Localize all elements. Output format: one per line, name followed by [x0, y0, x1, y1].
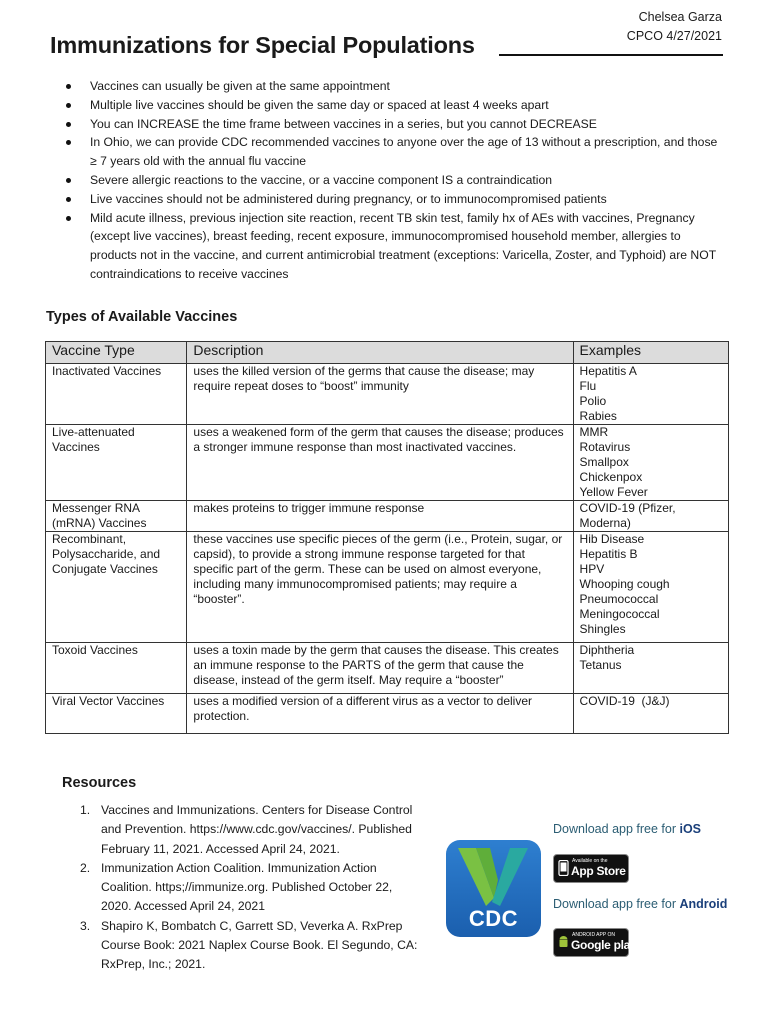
header-vaccine-type: Vaccine Type — [46, 342, 187, 364]
bullet-dot-icon — [66, 197, 71, 202]
google-play-badge[interactable]: ANDROID APP ON Google play — [553, 928, 629, 957]
table-row — [46, 694, 729, 734]
cell-description: uses a modified version of a different virus as a vector to deliver protection. — [187, 694, 573, 734]
bullet-item: Live vaccines should not be administered during pregnancy, or to immunocompromised patients — [66, 190, 726, 209]
title-rule — [499, 54, 723, 56]
app-store-badge[interactable]: Available on the App Store — [553, 854, 629, 883]
bullet-dot-icon — [66, 103, 71, 108]
cell-type: Viral Vector Vaccines — [46, 694, 187, 734]
list-item: 1. Vaccines and Immunizations. Centers for Disease Control and Prevention. https://www.cdc.gov/vaccines/. Published February 11, 2021. Accessed April 24, 2021. — [80, 803, 413, 856]
cell-type: Inactivated Vaccines — [46, 364, 187, 425]
cell-description: uses a weakened form of the germ that causes the disease; produces a stronger immune response than most inactivated vaccines. — [187, 425, 573, 501]
table-header-row — [46, 342, 729, 364]
bullet-dot-icon — [66, 178, 71, 183]
table-row — [46, 501, 729, 532]
resources-list — [80, 801, 425, 975]
bullet-item: In Ohio, we can provide CDC recommended vaccines to anyone over the age of 13 without a prescription, and those ≥ 7 years old with the annual flu vaccine — [66, 133, 726, 171]
ios-download-text[interactable]: Download app free for iOS — [553, 822, 702, 836]
cell-type: Toxoid Vaccines — [46, 643, 187, 694]
resources-heading: Resources — [62, 775, 137, 791]
table-row — [46, 643, 729, 694]
header-description: Description — [187, 342, 573, 364]
list-item: 3. Shapiro K, Bombatch C, Garrett SD, Veverka A. RxPrep Course Book: 2021 Naplex Course Book. El Segundo, CA: RxPrep, Inc.; 2021. — [80, 918, 418, 972]
cell-description: makes proteins to trigger immune response — [187, 501, 573, 532]
course-date: CPCO 4/27/2021 — [626, 29, 722, 43]
cell-description: uses a toxin made by the germ that causes the disease. This creates an immune response to the PARTS of the germ that cause the disease, instead of the germ itself. May require a “booster” — [187, 643, 573, 694]
key-points-list — [66, 77, 726, 284]
bullet-item: Mild acute illness, previous injection site reaction, recent TB skin test, family hx of AEs with vaccines, Pregnancy (except live vaccines), breast feeding, recent exposure, immunocompromised household member, allergies to products not in the vaccine, and current antimicrobial treatment (exceptions: Varicella, Zoster, and Typhoid) are NOT contraindications to receive vaccines — [66, 209, 726, 284]
android-download-text[interactable]: Download app free for Android — [553, 897, 728, 911]
table-row — [46, 364, 729, 425]
cell-type: Messenger RNA (mRNA) Vaccines — [46, 501, 187, 532]
bullet-dot-icon — [66, 140, 71, 145]
bullet-dot-icon — [66, 122, 71, 127]
cdc-app-logo[interactable] — [446, 840, 541, 937]
bullet-item: Multiple live vaccines should be given the same day or spaced at least 4 weeks apart — [66, 96, 726, 115]
bullet-dot-icon — [66, 84, 71, 89]
table-row — [46, 425, 729, 501]
cell-examples: COVID-19 (J&J) — [573, 694, 728, 734]
cell-type: Recombinant, Polysaccharide, and Conjugate Vaccines — [46, 532, 187, 643]
cell-description: these vaccines use specific pieces of the germ (i.e., Protein, sugar, or capsid), to provide a strong immune response targeted for that specific part of the germ. These can be used on almost everyone, including many immunocompromised patients; may require a “booster”. — [187, 532, 573, 643]
list-item: 2. Immunization Action Coalition. Immunization Action Coalition. https;//immunize.org. Published October 22, 2020. Accessed April 24, 2021 — [80, 860, 393, 914]
header-examples: Examples — [573, 342, 728, 364]
cell-examples: Hib Disease Hepatitis B HPV Whooping cough Pneumococcal Meningococcal Shingles — [573, 532, 728, 643]
table-row — [46, 532, 729, 643]
bullet-item: You can INCREASE the time frame between vaccines in a series, but you cannot DECREASE — [66, 115, 726, 134]
vaccine-types-table — [45, 341, 729, 734]
author-block — [622, 8, 722, 46]
phone-icon — [558, 860, 569, 876]
bullet-item: Severe allergic reactions to the vaccine, or a vaccine component IS a contraindication — [66, 171, 726, 190]
page-title: Immunizations for Special Populations — [50, 32, 475, 58]
bullet-dot-icon — [66, 216, 71, 221]
cdc-logo-text: CDC — [468, 906, 519, 931]
vaccine-types-heading: Types of Available Vaccines — [46, 309, 238, 325]
cell-examples: Hepatitis A Flu Polio Rabies — [573, 364, 728, 425]
cell-examples: MMR Rotavirus Smallpox Chickenpox Yellow Fever — [573, 425, 728, 501]
bullet-item: Vaccines can usually be given at the same appointment — [66, 77, 726, 96]
android-robot-icon — [558, 934, 569, 950]
cell-examples: Diphtheria Tetanus — [573, 643, 728, 694]
author-name: Chelsea Garza — [638, 10, 722, 24]
cell-description: uses the killed version of the germs that cause the disease; may require repeat doses to “boost” immunity — [187, 364, 573, 425]
cell-type: Live-attenuated Vaccines — [46, 425, 187, 501]
cell-examples: COVID-19 (Pfizer, Moderna) — [573, 501, 728, 532]
